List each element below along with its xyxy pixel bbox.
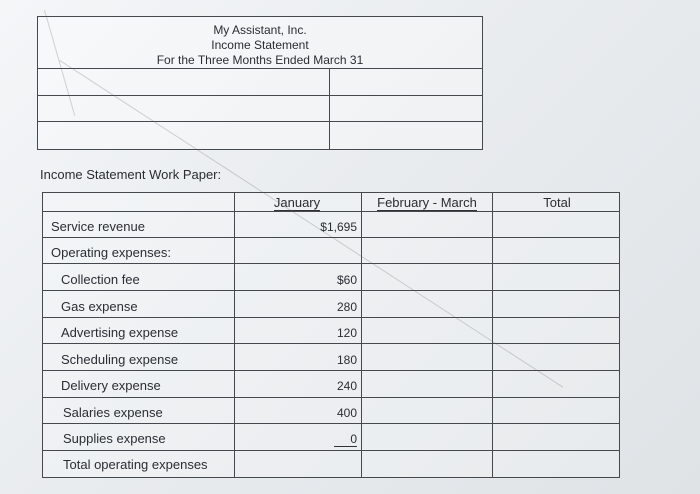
january-scheduling-expense-value: 180 [336,353,357,367]
row-label-total-operating-expenses: Total operating expenses [63,457,208,472]
column-header-total: Total [543,195,571,210]
january-gas-expense-value: 280 [336,300,357,314]
january-delivery-expense-value: 240 [336,379,357,393]
january-service-revenue-value: $1,695 [320,220,357,234]
income-statement-header-table [37,16,483,150]
column-divider [234,193,235,477]
january-salaries-expense-value: 400 [336,406,357,420]
row-label-operating-expenses: Operating expenses: [51,245,171,260]
row-divider [43,343,619,344]
statement-title-block [38,17,482,69]
row-label-salaries-expense: Salaries expense [63,405,163,420]
work-paper-table [42,192,620,478]
row-divider [43,450,619,451]
row-divider [43,397,619,398]
january-advertising-expense-value: 120 [336,326,357,340]
column-header-feb-march: February - March [377,195,477,210]
row-label-gas-expense: Gas expense [61,299,138,314]
row-label-service-revenue: Service revenue [51,219,145,234]
row-divider [43,263,619,264]
column-divider [492,193,493,477]
work-paper-label: Income Statement Work Paper: [40,167,222,182]
row-divider [43,211,619,212]
row-label-collection-fee: Collection fee [61,272,140,287]
row-divider [43,423,619,424]
row-divider [43,290,619,291]
header-blank-row [38,69,482,96]
header-blank-row [38,95,482,122]
statement-name: Income Statement [211,38,309,52]
column-divider [361,193,362,477]
row-label-supplies-expense: Supplies expense [63,431,166,446]
january-collection-fee-value: $60 [336,273,357,287]
row-divider [43,317,619,318]
company-name: My Assistant, Inc. [213,23,307,37]
row-divider [43,370,619,371]
header-column-divider [329,69,330,149]
statement-period: For the Three Months Ended March 31 [156,53,364,67]
january-supplies-expense-value: 0 [301,431,357,447]
row-label-delivery-expense: Delivery expense [61,378,161,393]
column-header-january: January [273,195,321,210]
row-label-scheduling-expense: Scheduling expense [61,352,179,367]
row-label-advertising-expense: Advertising expense [61,325,179,340]
